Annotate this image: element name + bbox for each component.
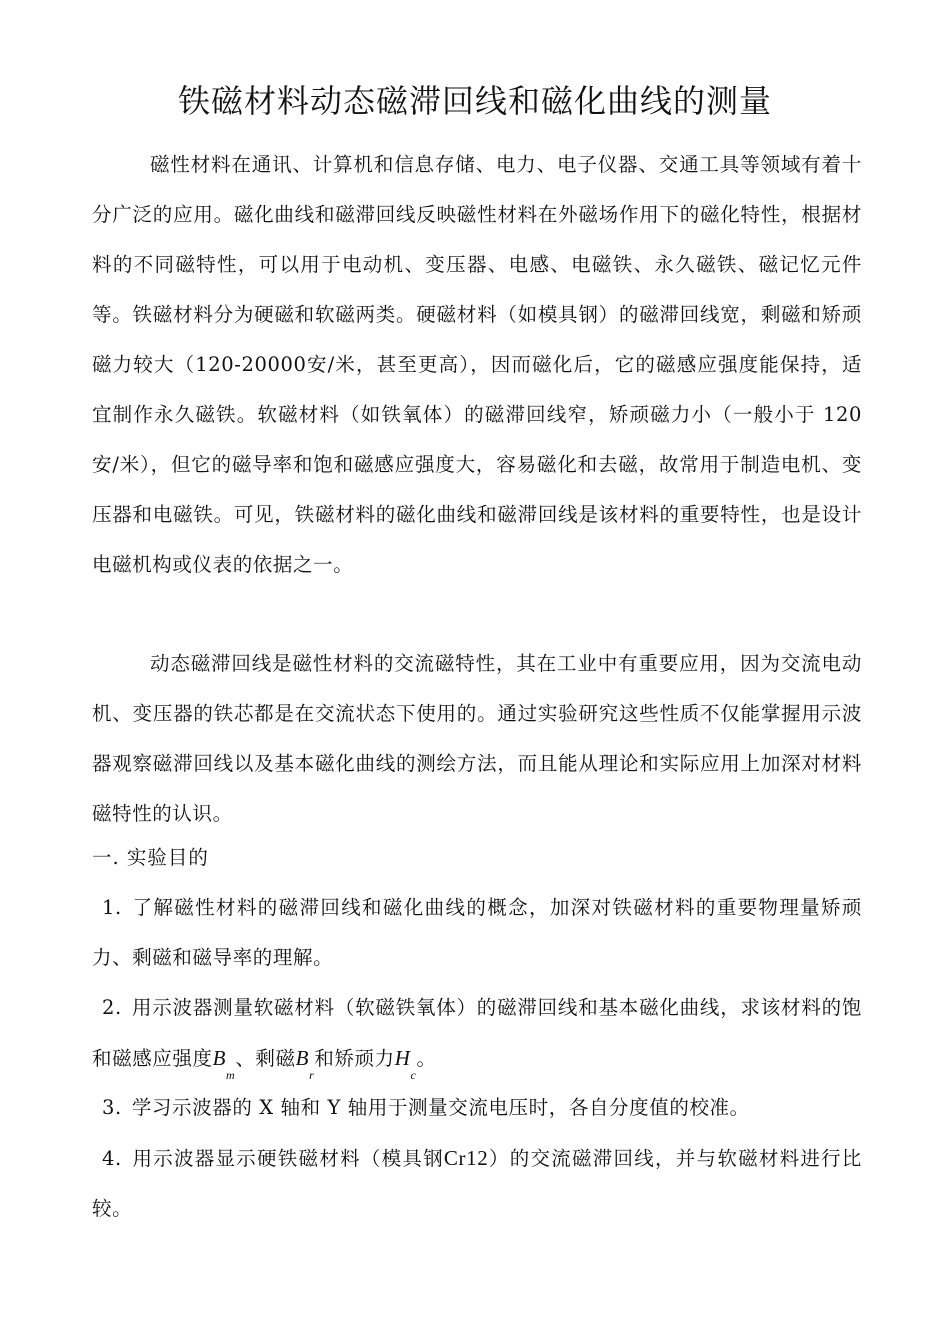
objective-text: 用示波器显示硬铁磁材料（模具钢: [131, 1147, 444, 1170]
objective-text: 和矫顽力: [314, 1047, 395, 1070]
objective-text: ）的交流磁滞回线，并与软磁材料进行比较。: [92, 1147, 862, 1220]
symbol-remanence: B: [295, 1046, 310, 1070]
objective-text: 。: [416, 1047, 437, 1070]
objective-number: 1.: [102, 896, 122, 919]
subscript-m: m: [226, 1068, 236, 1082]
symbol-cr12: Cr12: [443, 1146, 489, 1170]
objective-text: 学习示波器的 X 轴和 Y 轴用于测量交流电压时，各自分度值的校准。: [131, 1096, 750, 1119]
objective-number: 3.: [102, 1096, 122, 1119]
objective-text: 了解磁性材料的磁滞回线和磁化曲线的概念，加深对铁磁材料的重要物理量矫顽力、剩磁和磁导率的理解。: [92, 896, 862, 969]
dynamic-hysteresis-paragraph: 动态磁滞回线是磁性材料的交流磁特性，其在工业中有重要应用，因为交流电动机、变压器的铁芯都是在交流状态下使用的。通过实验研究这些性质不仅能掌握用示波器观察磁滞回线以及基本磁化曲线的测绘方法，而且能从理论和实际应用上加深对材料磁特性的认识。: [92, 652, 862, 825]
objective-item-3: [92, 1083, 862, 1133]
intro-paragraph: 磁性材料在通讯、计算机和信息存储、电力、电子仪器、交通工具等领域有着十分广泛的应用。磁化曲线和磁滞回线反映磁性材料在外磁场作用下的磁化特性，根据材料的不同磁特性，可以用于电动机、变压器、电感、电磁铁、永久磁铁、磁记忆元件等。铁磁材料分为硬磁和软磁两类。硬磁材料（如模具钢）的磁滞回线宽，剩磁和矫顽磁力较大（120-20000安/米，甚至更高），因而磁化后，它的磁感应强度能保持，适宜制作永久磁铁。软磁材料（如铁氧体）的磁滞回线窄，矫顽磁力小（一般小于 120 安/米），但它的磁导率和饱和磁感应强度大，容易磁化和去磁，故常用于制造电机、变压器和电磁铁。可见，铁磁材料的磁化曲线和磁滞回线是该材料的重要特性，也是设计电磁机构或仪表的依据之一。: [92, 153, 862, 576]
symbol-saturation-induction: B: [212, 1046, 227, 1070]
symbol-coercivity: H: [394, 1046, 411, 1070]
objective-number: 2.: [102, 996, 122, 1019]
page-title: 铁磁材料动态磁滞回线和磁化曲线的测量: [177, 82, 772, 120]
objective-item-1: [92, 883, 862, 983]
section-heading-objectives: 一. 实验目的: [92, 846, 209, 869]
objective-number: 4.: [102, 1147, 122, 1170]
objective-item-4: [92, 1133, 862, 1234]
subscript-r: r: [309, 1068, 315, 1082]
objective-text: 、剩磁: [235, 1047, 296, 1070]
subscript-c: c: [410, 1068, 417, 1082]
objective-text: 用示波器测量软磁材料（软磁铁氧体）的磁滞回线和基本磁化曲线，求该材料的饱和磁感应强度: [92, 996, 862, 1070]
